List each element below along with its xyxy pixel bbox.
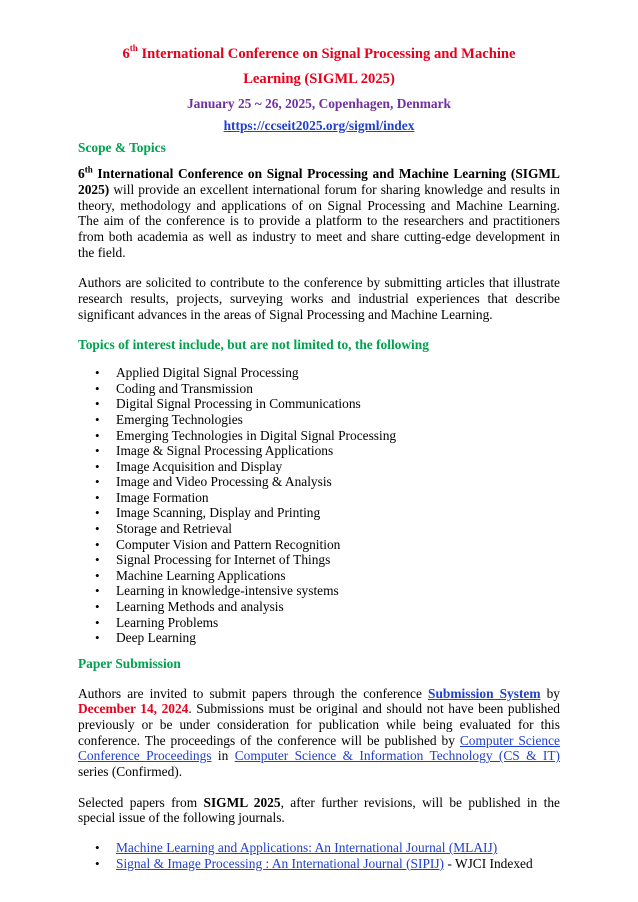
conference-url-link[interactable]: https://ccseit2025.org/sigml/index bbox=[223, 117, 415, 133]
list-item: • Signal Processing for Internet of Things bbox=[116, 552, 560, 568]
scope-heading: Scope & Topics bbox=[78, 140, 166, 156]
title-line1: International Conference on Signal Processing and Machine bbox=[137, 46, 516, 62]
list-item: • Image and Video Processing & Analysis bbox=[116, 474, 560, 490]
p1-ordinal-suffix: th bbox=[84, 164, 93, 175]
scope-paragraph-2: Authors are solicited to contribute to the conference by submitting articles that illustrate research results, projects, surveying works and industrial experiences that describe significant advances in the areas of Signal Processing and Machine Learning. bbox=[78, 275, 560, 322]
sipij-journal-link[interactable]: Signal & Image Processing : An International Journal (SIPIJ) bbox=[116, 855, 445, 871]
p1-bold-name: International Conference on Signal Processing and Machine Learning (SIGML 2025) bbox=[78, 166, 560, 197]
p3-text-d: in bbox=[211, 748, 235, 764]
submission-paragraph bbox=[78, 686, 560, 780]
conference-title bbox=[78, 42, 560, 92]
list-item bbox=[116, 840, 560, 856]
p3-text-a: Authors are invited to submit papers through the conference bbox=[78, 685, 429, 701]
mlaij-journal-link[interactable]: Machine Learning and Applications: An International Journal (MLAIJ) bbox=[116, 840, 498, 856]
paper-submission-heading: Paper Submission bbox=[78, 655, 181, 671]
list-item: • Storage and Retrieval bbox=[116, 521, 560, 537]
p1-rest: will provide an excellent international forum for sharing knowledge and results in theory, methodology and applications of on Signal Processing and Machine Learning. The aim of the conference is to provide a platform to the researchers and practitioners from both academia as well as industry to meet and share cutting-edge development in the field. bbox=[78, 181, 560, 260]
list-item: • Learning Problems bbox=[116, 615, 560, 631]
list-item: • Learning Methods and analysis bbox=[116, 599, 560, 615]
p4-text-b: , after further revisions, will be published in the special issue of the following journals. bbox=[78, 794, 560, 826]
conference-dates: January 25 ~ 26, 2025, Copenhagen, Denmark bbox=[186, 96, 451, 111]
list-item: • Computer Vision and Pattern Recognition bbox=[116, 537, 560, 553]
submission-deadline: December 14, 2024 bbox=[78, 701, 189, 717]
scope-paragraph-1 bbox=[78, 166, 560, 260]
conference-url-wrap bbox=[78, 118, 560, 134]
title-ordinal-suffix: th bbox=[129, 43, 138, 54]
p4-text-a: Selected papers from bbox=[78, 794, 204, 810]
p3-text-c: . Submissions must be original and should not have been published previously or be under consideration for publication while being evaluated for this conference. The proceedings of the conference will be published by bbox=[78, 701, 560, 748]
p3-text-e: series (Confirmed). bbox=[78, 764, 183, 780]
title-ordinal: 6 bbox=[122, 46, 130, 62]
list-item: • Emerging Technologies in Digital Signal Processing bbox=[116, 428, 560, 444]
csit-series-link[interactable]: Computer Science & Information Technology (CS & IT) bbox=[234, 748, 560, 764]
list-item: • Learning in knowledge-intensive systems bbox=[116, 583, 560, 599]
topics-heading: Topics of interest include, but are not limited to, the following bbox=[78, 337, 429, 353]
list-item bbox=[116, 856, 560, 872]
list-item: • Machine Learning Applications bbox=[116, 568, 560, 584]
p3-text-b: by bbox=[540, 685, 560, 701]
list-item: • Deep Learning bbox=[116, 630, 560, 646]
submission-system-link[interactable]: Submission System bbox=[428, 685, 541, 701]
p1-ordinal: 6 bbox=[78, 166, 85, 182]
topics-list bbox=[78, 365, 560, 646]
title-line2: Learning (SIGML 2025) bbox=[243, 71, 395, 87]
list-item: • Image Formation bbox=[116, 490, 560, 506]
list-item: • Emerging Technologies bbox=[116, 412, 560, 428]
proceedings-link[interactable]: Computer Science Conference Proceedings bbox=[78, 732, 560, 764]
sipij-suffix: - WJCI Indexed bbox=[444, 855, 533, 871]
journals-list bbox=[78, 840, 560, 871]
list-item: • Coding and Transmission bbox=[116, 381, 560, 397]
p4-bold-sigml: SIGML 2025 bbox=[203, 794, 281, 810]
list-item: • Digital Signal Processing in Communications bbox=[116, 396, 560, 412]
journals-paragraph bbox=[78, 795, 560, 826]
list-item: • Image Acquisition and Display bbox=[116, 459, 560, 475]
list-item: • Image & Signal Processing Applications bbox=[116, 443, 560, 459]
list-item: • Image Scanning, Display and Printing bbox=[116, 505, 560, 521]
list-item: • Applied Digital Signal Processing bbox=[116, 365, 560, 381]
